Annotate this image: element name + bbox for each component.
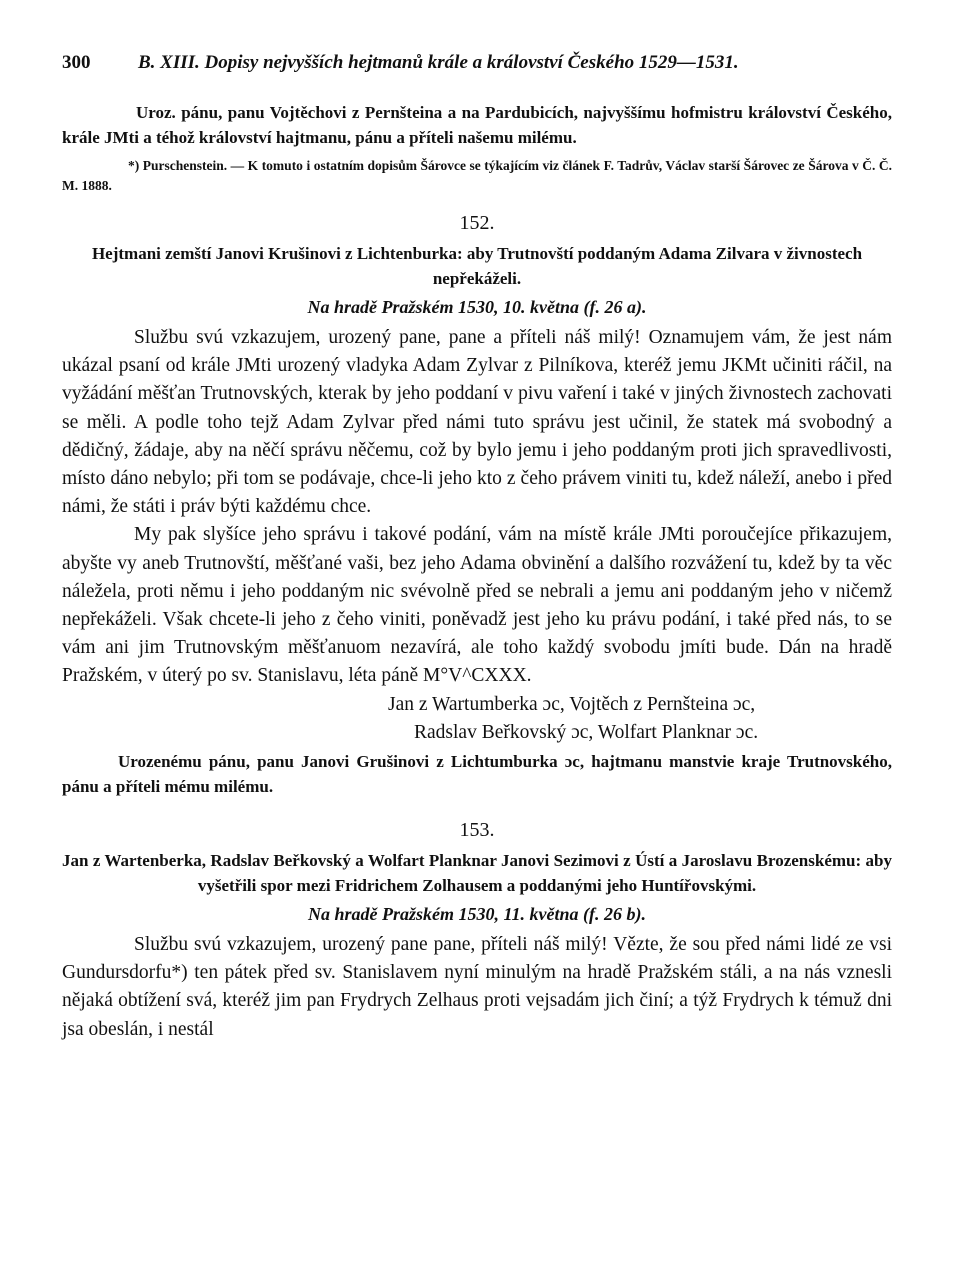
signatory-line: Jan z Wartumberka ɔc, Vojtěch z Pernšteina ɔc,: [388, 693, 756, 715]
regest-153: Jan z Wartenberka, Radslav Beřkovský a Wolfart Planknar Janovi Sezimovi z Ústí a Jaroslavu Brozenskému: aby vyšetřili spor mezi Fridrichem Zolhausem a poddanými jeho Huntířovskými.: [62, 851, 892, 896]
running-head: [62, 52, 892, 82]
signatories: [62, 691, 892, 747]
document-number-153: 153.: [459, 819, 495, 842]
signatory-line: Radslav Beřkovský ɔc, Wolfart Planknar ɔc.: [414, 721, 759, 743]
letter-paragraph: My pak slyšíce jeho správu i takové podání, vám na místě krále JMti poroučejíce přikazujem, abyšte vy aneb Trutnovští, měšťané vaši, bez jeho Adama obvinění a dalšího rozvážení tu, kdež by ta věc náležela, proti němu i jeho poddaným nic svévolně před se nebrali a jemu ani poddaným jeho v ničemž nepřekáželi. Však chcete-li jeho z čeho viniti, poněvadž jest jeho ku právu podání, i také před nás, to se vám ani jim Trutnovským měšťanuom nezavírá, ale toho každý svobodu jmíti bude. Dán na hradě Pražském, v úterý po sv. Stanislavu, léta páně M°V^CXXX.: [62, 524, 892, 687]
document-page: [62, 52, 892, 1044]
regest-152: Hejtmani zemští Janovi Krušinovi z Lichtenburka: aby Trutnovští poddaným Adama Zilvara v živnostech nepřekáželi.: [91, 244, 863, 288]
footnote: *) Purschenstein. — K tomuto i ostatním dopisům Šárovce se týkajícím viz článek F. Tadrův, Václav starší Šárovec ze Šárova v Č. Č. M. 1888.: [62, 158, 892, 193]
place-date-153: Na hradě Pražském 1530, 11. května (f. 26 b).: [308, 904, 646, 925]
page-number: 300: [62, 52, 91, 73]
running-title: B. XIII. Dopisy nejvyšších hejtmanů krále a království Českého 1529—1531.: [138, 52, 739, 73]
document-number-152: 152.: [459, 212, 495, 234]
previous-letter-address: Uroz. pánu, panu Vojtěchovi z Pernšteina a na Pardubicích, najvyššímu hofmistru království Českého, krále JMti a téhož království hajtmanu, pánu a příteli našemu milému.: [62, 103, 892, 147]
place-date-152: Na hradě Pražském 1530, 10. května (f. 26 a).: [307, 297, 647, 317]
letter-paragraph: Službu svú vzkazujem, urozený pane pane, příteli náš milý! Vězte, že sou před námi lidé ze vsi Gundursdorfu*) ten pátek před sv. Stanislavem nyní minulým na hradě Pražském stáli, a na nás vznesli nějaká obtížení svá, kteréž jim pan Frydrych Zelhaus proti vejsadám jich činí; a týž Frydrych k témuž dni jsa obeslán, i nestál: [62, 934, 892, 1040]
letter-paragraph: Službu svú vzkazujem, urozený pane, pane a příteli náš milý! Oznamujem vám, že jest nám ukázal psaní od krále JMti urozený vladyka Adam Zylvar z Pilníkova, kteréž jemu JKMt učiniti ráčil, na vyžádání měšťan Trutnovských, kterak by jeho poddaní v pivu vaření i také v jiných živnostech zachovati se měli. A podle toho tejž Adam Zylvar před námi tuto správu jest učinil, že statek má svobodný a dědičný, žádaje, aby na něčí správu něčemu, což by bylo jemu i jeho poddaným proti jich spravedlivosti, místo dáno nebylo; při tom se podávaje, chce-li jeho kto z čeho právem viniti tu, kdež náleží, anebo i před námi, že státi i práv býti každému chce.: [62, 327, 892, 518]
letter-address-152: Urozenému pánu, panu Janovi Grušinovi z Lichtumburka ɔc, hajtmanu manstvie kraje Trutnovského, pánu a příteli mému milému.: [62, 752, 892, 797]
